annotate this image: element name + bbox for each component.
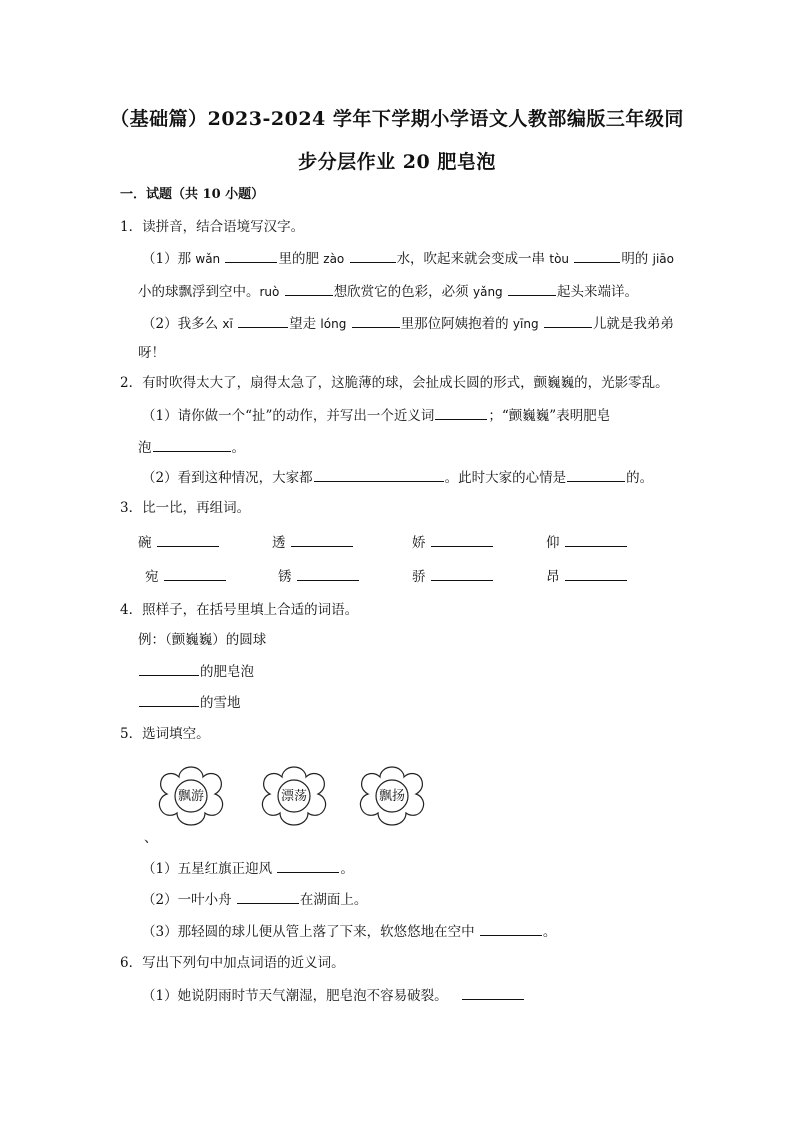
answer-blank[interactable] (139, 692, 199, 707)
answer-blank[interactable] (462, 985, 524, 1000)
compare-char: 透 (272, 532, 354, 553)
q1-line2: 小的球飘浮到空中。ruò 想欣赏它的色彩，必须 yǎng 起头来端详。 (138, 281, 638, 302)
compare-char: 骄 (412, 566, 494, 587)
answer-blank[interactable] (508, 281, 556, 296)
pinyin-long: lóng (320, 317, 347, 331)
answer-blank[interactable] (565, 566, 627, 581)
q6-sentence1: （1）她说阴雨时节天气潮湿，肥皂泡不容易破裂。 (142, 985, 525, 1006)
answer-blank[interactable] (277, 858, 339, 873)
answer-blank[interactable] (238, 313, 288, 328)
section-heading: 一．试题（共 10 小题） (120, 187, 265, 202)
q5-stem: 5．选词填空。 (120, 726, 210, 742)
pinyin-xi: xī (222, 317, 233, 331)
compare-char: 仰 (546, 532, 628, 553)
flower-word-card (352, 763, 432, 827)
compare-char: 娇 (412, 532, 494, 553)
answer-blank[interactable] (431, 566, 493, 581)
compare-char: 昂 (546, 566, 628, 587)
pinyin-jiao: jiāo (652, 252, 674, 266)
flower-word-card (254, 763, 334, 827)
q4-stem: 4．照样子，在括号里填上合适的词语。 (120, 602, 359, 618)
q1-line1: （1）那 wǎn 里的肥 zào 水，吹起来就会变成一串 tòu 明的 jiāo (142, 248, 674, 269)
answer-blank[interactable] (574, 248, 620, 263)
pinyin-yang: yǎng (472, 285, 503, 299)
answer-blank[interactable] (352, 313, 400, 328)
answer-blank[interactable] (285, 281, 333, 296)
q1-line4: 呀！ (138, 345, 165, 361)
q4-item1: 的肥皂泡 (138, 661, 254, 682)
q4-item2: 的雪地 (138, 692, 241, 713)
flower-word: 飘游 (177, 789, 204, 804)
pinyin-zao: zào (323, 252, 345, 266)
q2-line3: （2）看到这种情况，大家都 。此时大家的心情是 的。 (142, 467, 653, 488)
page-title-line1: （基础篇）2023-2024 学年下学期小学语文人教部编版三年级同 (110, 108, 684, 130)
compare-char: 碗 (138, 532, 220, 553)
answer-blank[interactable] (237, 889, 299, 904)
flower-word: 飘扬 (378, 789, 405, 804)
answer-blank[interactable] (164, 566, 226, 581)
q4-example: 例：（颤巍巍）的圆球 (138, 632, 267, 648)
q2-line2: 泡 。 (138, 437, 245, 458)
q1-line3: （2）我多么 xī 望走 lóng 里那位阿姨抱着的 yīng 儿就是我弟弟 (142, 313, 674, 334)
flower-word: 漂荡 (280, 789, 307, 804)
answer-blank[interactable] (291, 532, 353, 547)
q2-line1: （1）请你做一个“扯”的动作，并写出一个近义词 ；“颤巍巍”表明肥皂 (142, 405, 610, 426)
answer-blank[interactable] (139, 661, 199, 676)
answer-blank[interactable] (565, 532, 627, 547)
q5-sentence3: （3）那轻圆的球儿便从管上落了下来，软悠悠地在空中 。 (142, 921, 556, 942)
answer-blank[interactable] (480, 921, 542, 936)
answer-blank[interactable] (567, 467, 625, 482)
answer-blank[interactable] (431, 532, 493, 547)
answer-blank[interactable] (157, 532, 219, 547)
pinyin-tou: tòu (549, 252, 570, 266)
q2-stem: 2．有时吹得太大了，扇得太急了，这脆薄的球，会扯成长圆的形式，颤巍巍的，光影零乱。 (120, 375, 669, 391)
answer-blank[interactable] (225, 248, 277, 263)
flower-word-card (151, 763, 231, 827)
q5-sentence2: （2）一叶小舟 在湖面上。 (142, 889, 367, 910)
answer-blank[interactable] (350, 248, 396, 263)
compare-char: 锈 (278, 566, 360, 587)
q3-stem: 3．比一比，再组词。 (120, 500, 251, 516)
separator-mark: 、 (144, 830, 158, 846)
pinyin-ying: yīng (512, 317, 539, 331)
answer-blank[interactable] (435, 405, 487, 420)
compare-char: 宛 (145, 566, 227, 587)
answer-blank[interactable] (314, 467, 444, 482)
pinyin-ruo: ruò (259, 285, 280, 299)
page-title-line2: 步分层作业 20 肥皂泡 (298, 151, 496, 173)
answer-blank[interactable] (297, 566, 359, 581)
pinyin-wan: wǎn (195, 252, 221, 266)
q1-stem: 1．读拼音，结合语境写汉字。 (120, 219, 305, 235)
answer-blank[interactable] (544, 313, 592, 328)
answer-blank[interactable] (153, 437, 231, 452)
q6-stem: 6．写出下列句中加点词语的近义词。 (120, 955, 345, 971)
q5-sentence1: （1）五星红旗正迎风 。 (142, 858, 354, 879)
